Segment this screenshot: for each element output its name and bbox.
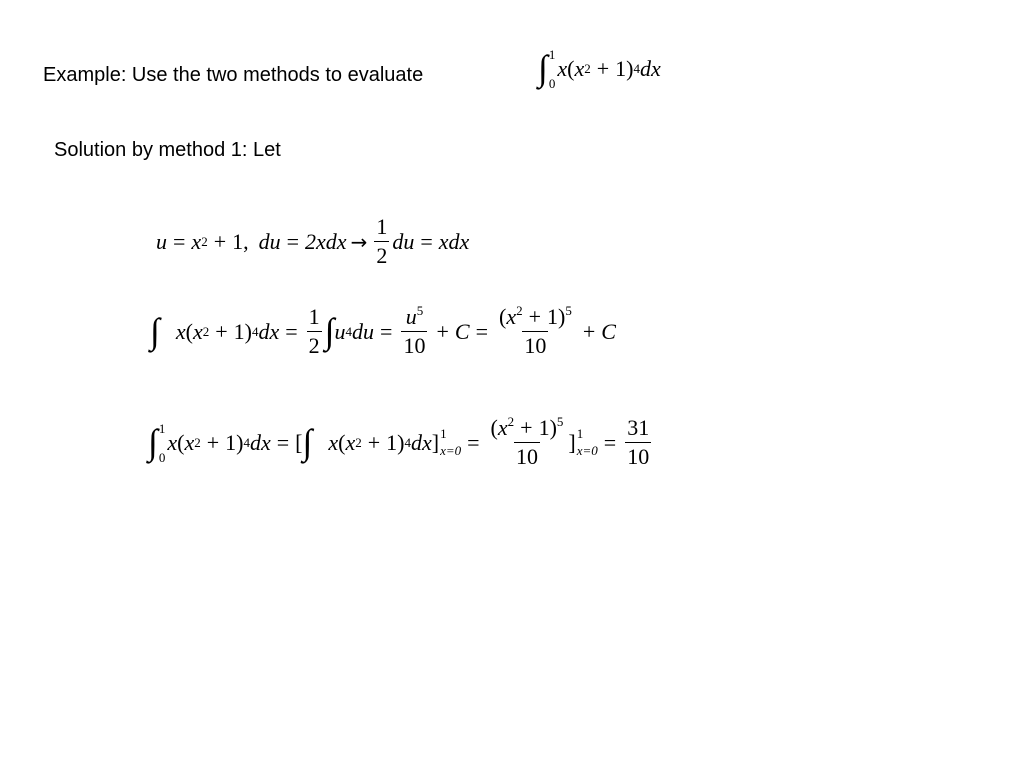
numerator xyxy=(404,305,426,331)
var-x: x xyxy=(574,56,585,81)
var-x: x xyxy=(497,415,508,440)
integral-sign: ∫ xyxy=(150,310,160,351)
du: du xyxy=(258,228,281,254)
plus: + xyxy=(520,415,533,440)
denominator: 10 xyxy=(524,333,547,359)
denominator: 2 xyxy=(308,333,320,359)
example-integral: ∫ 1 0 x ( x 2 + 1 ) 4 dx xyxy=(538,47,661,91)
two-x-dx: 2xdx xyxy=(305,228,347,254)
definite-integral-equation: ∫ 1 0 x ( x 2 + 1) 4 dx = [ ∫ x ( x 2 + 1) 4 dx ] 1 x=0 = $\frac{(x^2 + 1)^5}{10}$ ] 1 x=0 = $\frac{31}{10}$ xyxy=(148,414,650,470)
integral-limits xyxy=(549,48,556,90)
denominator: 2 xyxy=(376,243,388,269)
paren: ( xyxy=(177,429,185,455)
exponent: 5 xyxy=(556,414,564,429)
equals: = xyxy=(420,228,433,254)
substitution-equation: u = x 2 + 1, du = 2xdx → $\frac{1}{2}$ du = xdx xyxy=(156,214,470,269)
integral-limits xyxy=(159,422,166,464)
numerator xyxy=(497,305,574,331)
var-x: x xyxy=(191,228,202,254)
fraction-poly-over-10 xyxy=(497,305,574,358)
denominator: 10 xyxy=(403,333,426,359)
lower-limit: 0 xyxy=(158,449,166,465)
integral-sign: ∫ xyxy=(302,421,313,462)
arrow-icon: → xyxy=(350,229,368,254)
exponent: 2 xyxy=(516,303,523,318)
paren: ( xyxy=(499,304,507,329)
var-x: x xyxy=(167,429,178,455)
integral-sign: ∫ xyxy=(538,48,548,88)
du: du xyxy=(392,228,415,254)
evaluation-limits xyxy=(440,427,461,459)
eval-lower: x=0 xyxy=(576,442,598,458)
plus: + xyxy=(596,56,610,81)
one-comma: 1, xyxy=(232,228,249,254)
plus: + xyxy=(213,228,227,254)
plus: + xyxy=(528,304,542,329)
plus: + xyxy=(215,318,228,344)
plus: + xyxy=(582,318,596,344)
var-x: x xyxy=(557,56,568,81)
integral-sign: ∫ xyxy=(324,310,335,351)
equals: = xyxy=(603,429,617,455)
var-x: x xyxy=(184,429,195,455)
equals: = xyxy=(286,228,300,254)
dx: dx xyxy=(410,429,432,455)
numerator xyxy=(489,416,566,442)
x-dx: xdx xyxy=(438,228,470,254)
upper-limit: 1 xyxy=(158,420,166,436)
numerator: 1 xyxy=(308,304,320,329)
fraction-u5-over-10 xyxy=(401,305,427,358)
open-bracket: [ xyxy=(295,429,303,455)
integral-sign: ∫ xyxy=(148,421,158,462)
dx: dx xyxy=(249,429,271,455)
var-x: x xyxy=(328,429,339,455)
du: du xyxy=(352,318,375,344)
eval-lower: x=0 xyxy=(440,442,462,458)
constant-c: C xyxy=(601,318,616,344)
equals: = xyxy=(285,318,298,344)
var-u: u xyxy=(405,304,417,329)
exponent: 5 xyxy=(416,303,424,318)
one-close: 1) xyxy=(538,415,557,440)
dx: dx xyxy=(639,56,661,81)
upper-limit: 1 xyxy=(548,47,556,62)
var-x: x xyxy=(175,318,186,344)
eval-upper: 1 xyxy=(576,425,584,441)
one: 1 xyxy=(615,56,627,81)
plus: + xyxy=(206,429,220,455)
denominator: 10 xyxy=(627,444,650,470)
close-paren: ) xyxy=(626,56,634,81)
constant-c: C xyxy=(454,318,470,344)
example-text: Example: Use the two methods to evaluate xyxy=(43,64,424,86)
var-x: x xyxy=(345,429,356,455)
numerator: 1 xyxy=(376,214,388,239)
dx: dx xyxy=(258,318,280,344)
var-x: x xyxy=(192,318,203,344)
fraction-poly-over-10 xyxy=(489,416,566,469)
fraction-one-half xyxy=(374,215,389,268)
paren: ( xyxy=(567,56,575,81)
equals: = xyxy=(173,228,186,254)
plus: + xyxy=(367,429,381,455)
evaluation-limits xyxy=(577,427,598,459)
plus: + xyxy=(436,318,449,344)
numerator: 31 xyxy=(627,415,650,440)
indefinite-integral-equation: ∫ x ( x 2 + 1) 4 dx = $\frac{1}{2}$ ∫ u 4 du = $\frac{u^5}{10}$ + C = $\frac{(x^2 + 1)^5}{10}$ + C xyxy=(150,303,616,359)
one-close: 1) xyxy=(233,318,252,344)
denominator: 10 xyxy=(515,444,538,470)
equals: = xyxy=(467,429,480,455)
equals: = xyxy=(475,318,488,344)
close-bracket: ] xyxy=(431,429,440,455)
fraction-result xyxy=(625,416,651,469)
one-close: 1) xyxy=(386,429,405,455)
lower-limit: 0 xyxy=(548,76,556,91)
equals: = xyxy=(276,429,290,455)
paren: ( xyxy=(185,318,193,344)
var-x: x xyxy=(506,304,517,329)
var-u: u xyxy=(334,318,346,344)
close-bracket: ] xyxy=(568,429,576,455)
exponent: 2 xyxy=(507,414,515,429)
paren: ( xyxy=(338,429,346,455)
one-close: 1) xyxy=(225,429,244,455)
var-u: u xyxy=(156,228,167,254)
eval-upper: 1 xyxy=(440,425,447,441)
solution-text: Solution by method 1: Let xyxy=(54,139,281,161)
exponent: 5 xyxy=(565,303,572,318)
paren: ( xyxy=(490,415,498,440)
one-close: 1) xyxy=(547,304,566,329)
equals: = xyxy=(380,318,393,344)
fraction-one-half xyxy=(307,305,322,358)
